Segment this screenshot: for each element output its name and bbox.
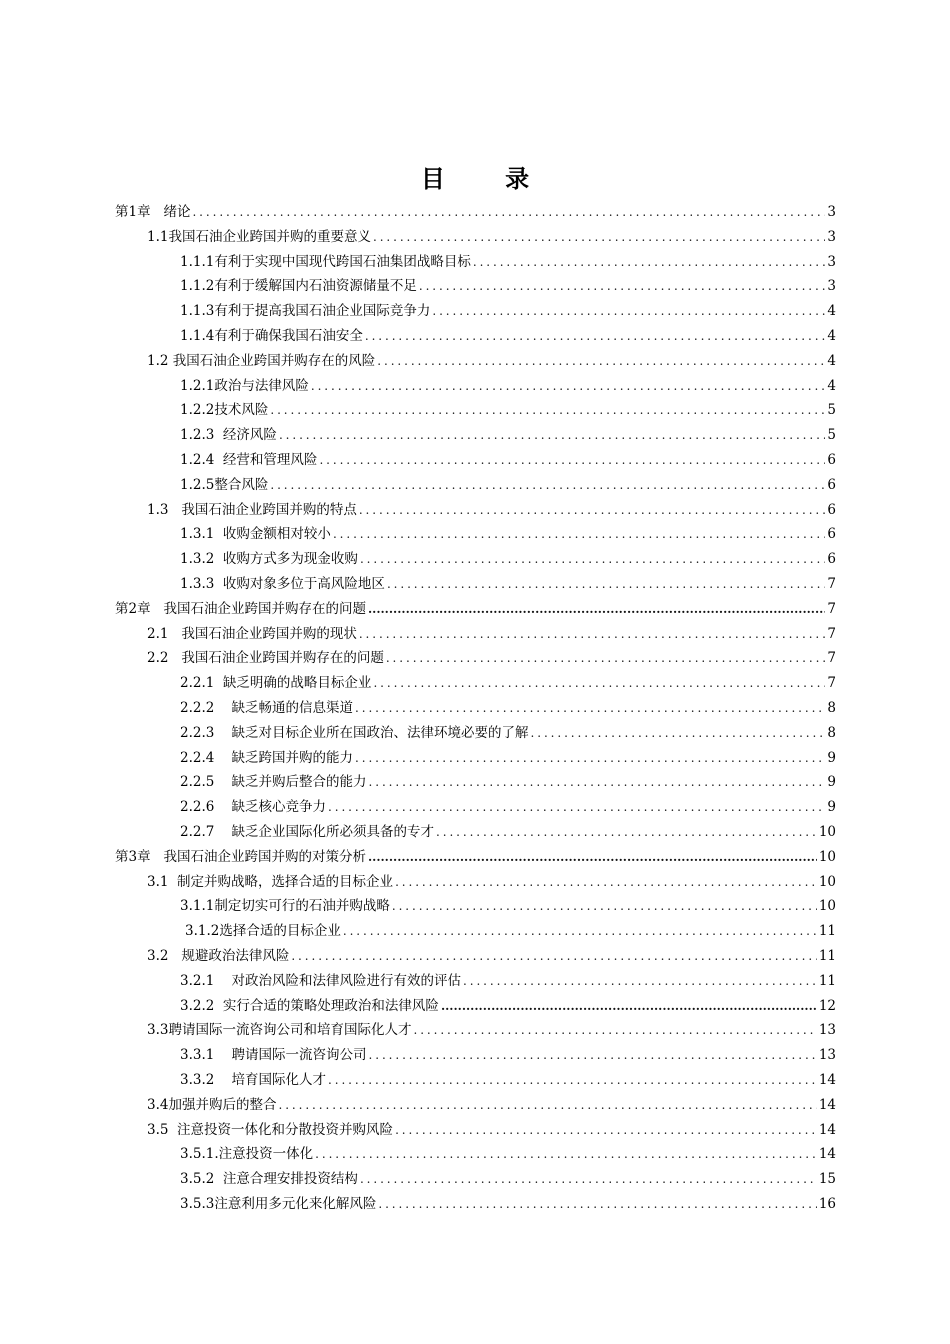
toc-entry-label: 1.1我国石油企业跨国并购的重要意义 xyxy=(147,228,371,245)
toc-entry-label: 2.2.6 缺乏核心竞争力 xyxy=(180,799,327,816)
toc-entry-page-number: 3 xyxy=(827,228,836,245)
toc-dot-leader xyxy=(436,820,817,844)
toc-entry-page-number: 7 xyxy=(827,600,836,617)
toc-entry[interactable] xyxy=(180,671,836,695)
toc-entry[interactable] xyxy=(180,398,836,422)
toc-entry-page-number: 4 xyxy=(827,377,836,394)
toc-entry-page-number: 13 xyxy=(818,1022,836,1039)
toc-entry-label: 2.2.5 缺乏并购后整合的能力 xyxy=(180,774,367,791)
toc-entry-page-number: 11 xyxy=(818,972,836,989)
toc-entry-page-number: 12 xyxy=(818,997,836,1014)
toc-entry-page-number: 3 xyxy=(827,278,836,295)
toc-dot-leader xyxy=(192,200,825,224)
toc-entry-page-number: 10 xyxy=(818,873,836,890)
toc-dot-leader xyxy=(270,473,825,497)
toc-entry-label: 1.3.3 收购对象多位于高风险地区 xyxy=(180,576,385,592)
toc-entry[interactable] xyxy=(180,473,836,497)
toc-entry[interactable] xyxy=(115,200,836,224)
toc-entry-label: 2.2.2 缺乏畅通的信息渠道 xyxy=(180,700,354,716)
toc-entry[interactable] xyxy=(180,994,836,1018)
toc-dot-leader xyxy=(328,795,825,819)
toc-entry-page-number: 10 xyxy=(818,898,836,915)
toc-entry-label: 2.2.7 缺乏企业国际化所必须具备的专才 xyxy=(180,824,435,840)
toc-entry-label: 2.2.3 缺乏对目标企业所在国政治、法律环境必要的了解 xyxy=(180,724,529,741)
toc-entry-page-number: 9 xyxy=(827,749,836,766)
toc-dot-leader xyxy=(373,225,825,249)
toc-entry-label: 1.1.4有利于确保我国石油安全 xyxy=(180,328,363,344)
toc-entry[interactable] xyxy=(180,374,836,398)
toc-entry[interactable] xyxy=(180,448,836,472)
toc-entry-label: 3.4加强并购后的整合 xyxy=(147,1096,277,1113)
toc-entry[interactable] xyxy=(180,250,836,274)
toc-entry-label: 3.3.1 聘请国际一流咨询公司 xyxy=(180,1047,367,1064)
toc-dot-leader xyxy=(386,646,826,670)
toc-dot-leader xyxy=(441,994,817,1018)
toc-entry-label: 3.5.3注意利用多元化来化解风险 xyxy=(180,1196,377,1212)
toc-entry-page-number: 14 xyxy=(818,1121,836,1138)
toc-dot-leader xyxy=(419,274,826,298)
toc-entry[interactable] xyxy=(180,969,836,993)
toc-entry-page-number: 13 xyxy=(818,1047,836,1064)
toc-entry-label: 1.2.4 经营和管理风险 xyxy=(180,452,318,468)
toc-entry-page-number: 8 xyxy=(827,700,836,716)
toc-entry-label: 第1章 绪论 xyxy=(115,204,191,220)
toc-entry-page-number: 11 xyxy=(818,948,836,964)
toc-entry[interactable] xyxy=(180,1192,836,1216)
toc-dot-leader xyxy=(531,721,826,745)
toc-entry[interactable] xyxy=(180,572,836,596)
toc-entry-label: 3.2.1 对政治风险和法律风险进行有效的评估 xyxy=(180,972,462,989)
toc-dot-leader xyxy=(359,498,826,522)
toc-entry-page-number: 5 xyxy=(827,402,836,419)
toc-entry-label: 3.1.1制定切实可行的石油并购战略 xyxy=(180,898,390,915)
toc-entry-label: 2.1 我国石油企业跨国并购的现状 xyxy=(147,625,357,642)
toc-entry[interactable] xyxy=(180,770,836,794)
toc-dot-leader xyxy=(395,870,817,894)
toc-entry[interactable] xyxy=(180,1043,836,1067)
toc-dot-leader xyxy=(365,324,826,348)
toc-entry[interactable] xyxy=(147,1093,836,1117)
toc-entry-label: 1.1.3有利于提高我国石油企业国际竞争力 xyxy=(180,303,431,320)
toc-entry-page-number: 9 xyxy=(827,774,836,791)
toc-entry-page-number: 14 xyxy=(818,1072,836,1088)
toc-entry-page-number: 7 xyxy=(827,675,836,692)
toc-dot-leader xyxy=(413,1018,816,1042)
toc-dot-leader xyxy=(360,1167,817,1191)
toc-entry[interactable] xyxy=(147,349,836,373)
toc-entry-label: 1.1.2有利于缓解国内石油资源储量不足 xyxy=(180,278,417,295)
toc-entry-page-number: 7 xyxy=(827,576,836,592)
toc-dot-leader xyxy=(355,696,825,720)
toc-entry[interactable] xyxy=(180,1068,836,1092)
toc-entry-page-number: 6 xyxy=(827,452,836,468)
toc-entry[interactable] xyxy=(180,274,836,298)
toc-dot-leader xyxy=(359,622,826,646)
toc-entry-page-number: 5 xyxy=(827,427,836,444)
toc-entry-page-number: 8 xyxy=(827,724,836,741)
toc-entry-label: 第2章 我国石油企业跨国并购存在的问题 xyxy=(115,600,366,617)
toc-entry-label: 3.2.2 实行合适的策略处理政治和法律风险 xyxy=(180,997,439,1014)
toc-dot-leader xyxy=(432,299,825,323)
toc-entry-page-number: 11 xyxy=(818,923,836,940)
toc-entry-page-number: 10 xyxy=(818,824,836,840)
toc-dot-leader xyxy=(278,1093,816,1117)
toc-dot-leader xyxy=(368,597,825,621)
toc-entry-label: 3.3.2 培育国际化人才 xyxy=(180,1072,327,1088)
toc-entry[interactable] xyxy=(115,845,836,869)
toc-dot-leader xyxy=(387,572,825,596)
toc-dot-leader xyxy=(311,374,826,398)
toc-dot-leader xyxy=(355,746,825,770)
toc-dot-leader xyxy=(333,522,825,546)
toc-entry[interactable] xyxy=(180,324,836,348)
toc-dot-leader xyxy=(270,398,825,422)
toc-entry-label: 1.2.1政治与法律风险 xyxy=(180,377,309,394)
toc-entry[interactable] xyxy=(180,522,836,546)
page-title: 目 录 xyxy=(420,165,556,193)
toc-entry-label: 3.2 规避政治法律风险 xyxy=(147,948,290,964)
toc-entry[interactable] xyxy=(180,894,836,918)
toc-entry[interactable] xyxy=(147,622,836,646)
toc-entry-label: 1.3 我国石油企业跨国并购的特点 xyxy=(147,501,357,518)
toc-entry[interactable] xyxy=(180,820,836,844)
toc-entry-page-number: 14 xyxy=(818,1146,836,1163)
toc-entry-page-number: 3 xyxy=(827,253,836,270)
toc-entry[interactable] xyxy=(147,1118,836,1142)
toc-entry[interactable] xyxy=(180,696,836,720)
toc-dot-leader xyxy=(319,448,825,472)
toc-entry-label: 1.3.2 收购方式多为现金收购 xyxy=(180,551,358,568)
toc-entry[interactable] xyxy=(180,746,836,770)
toc-entry-page-number: 7 xyxy=(827,650,836,667)
toc-entry[interactable] xyxy=(185,919,836,943)
toc-entry-label: 1.2 我国石油企业跨国并购存在的风险 xyxy=(147,352,376,369)
toc-entry[interactable] xyxy=(147,225,836,249)
toc-entry-label: 1.2.2技术风险 xyxy=(180,402,269,419)
toc-entry-label: 1.3.1 收购金额相对较小 xyxy=(180,526,331,543)
toc-entry[interactable] xyxy=(147,870,836,894)
toc-dot-leader xyxy=(291,944,816,968)
toc-entry-page-number: 3 xyxy=(827,204,836,220)
toc-dot-leader xyxy=(343,919,817,943)
toc-entry-page-number: 14 xyxy=(818,1096,836,1113)
toc-entry-label: 第3章 我国石油企业跨国并购的对策分析 xyxy=(115,848,366,865)
toc-entry-label: 3.5 注意投资一体化和分散投资并购风险 xyxy=(147,1121,394,1138)
toc-dot-leader xyxy=(360,547,825,571)
toc-entry-label: 2.2.4 缺乏跨国并购的能力 xyxy=(180,749,354,766)
toc-dot-leader xyxy=(328,1068,817,1092)
toc-entry-page-number: 4 xyxy=(827,352,836,369)
toc-entry[interactable] xyxy=(115,597,836,621)
toc-entry-page-number: 6 xyxy=(827,501,836,518)
toc-entry[interactable] xyxy=(180,1167,836,1191)
toc-dot-leader xyxy=(315,1142,817,1166)
toc-entry[interactable] xyxy=(147,1018,836,1042)
toc-dot-leader xyxy=(279,423,825,447)
toc-entry-label: 3.1.2选择合适的目标企业 xyxy=(185,923,341,940)
toc-dot-leader xyxy=(395,1118,817,1142)
toc-entry-page-number: 15 xyxy=(818,1171,836,1188)
toc-entry-label: 2.2.1 缺乏明确的战略目标企业 xyxy=(180,675,372,692)
toc-dot-leader xyxy=(378,1192,816,1216)
toc-entry[interactable] xyxy=(147,646,836,670)
toc-dot-leader xyxy=(463,969,817,993)
toc-dot-leader xyxy=(377,349,825,373)
toc-entry[interactable] xyxy=(147,944,836,968)
toc-entry[interactable] xyxy=(180,423,836,447)
toc-entry-label: 1.1.1有利于实现中国现代跨国石油集团战略目标 xyxy=(180,253,471,270)
toc-dot-leader xyxy=(392,894,817,918)
toc-entry[interactable] xyxy=(180,721,836,745)
toc-entry-label: 3.3聘请国际一流咨询公司和培育国际化人才 xyxy=(147,1022,412,1039)
toc-entry-label: 1.2.5整合风险 xyxy=(180,476,269,493)
toc-entry-page-number: 4 xyxy=(827,303,836,320)
toc-dot-leader xyxy=(473,250,826,274)
toc-entry[interactable] xyxy=(180,299,836,323)
toc-dot-leader xyxy=(373,671,825,695)
toc-dot-leader xyxy=(369,770,826,794)
toc-entry-label: 2.2 我国石油企业跨国并购存在的问题 xyxy=(147,650,384,667)
toc-entry[interactable] xyxy=(147,498,836,522)
toc-entry[interactable] xyxy=(180,1142,836,1166)
toc-entry-page-number: 9 xyxy=(827,799,836,816)
toc-entry-label: 1.2.3 经济风险 xyxy=(180,427,277,444)
toc-dot-leader xyxy=(369,1043,817,1067)
toc-entry-page-number: 6 xyxy=(827,526,836,543)
toc-entry-page-number: 6 xyxy=(827,476,836,493)
toc-entry-page-number: 4 xyxy=(827,328,836,344)
toc-dot-leader xyxy=(368,845,817,869)
toc-entry[interactable] xyxy=(180,795,836,819)
toc-entry-label: 3.1 制定并购战略，选择合适的目标企业 xyxy=(147,873,394,890)
toc-entry-page-number: 16 xyxy=(818,1196,836,1212)
toc-entry-page-number: 6 xyxy=(827,551,836,568)
toc-entry-label: 3.5.1.注意投资一体化 xyxy=(180,1146,314,1163)
toc-entry-page-number: 7 xyxy=(827,625,836,642)
toc-entry[interactable] xyxy=(180,547,836,571)
toc-entry-label: 3.5.2 注意合理安排投资结构 xyxy=(180,1171,358,1188)
toc-entry-page-number: 10 xyxy=(818,848,836,865)
